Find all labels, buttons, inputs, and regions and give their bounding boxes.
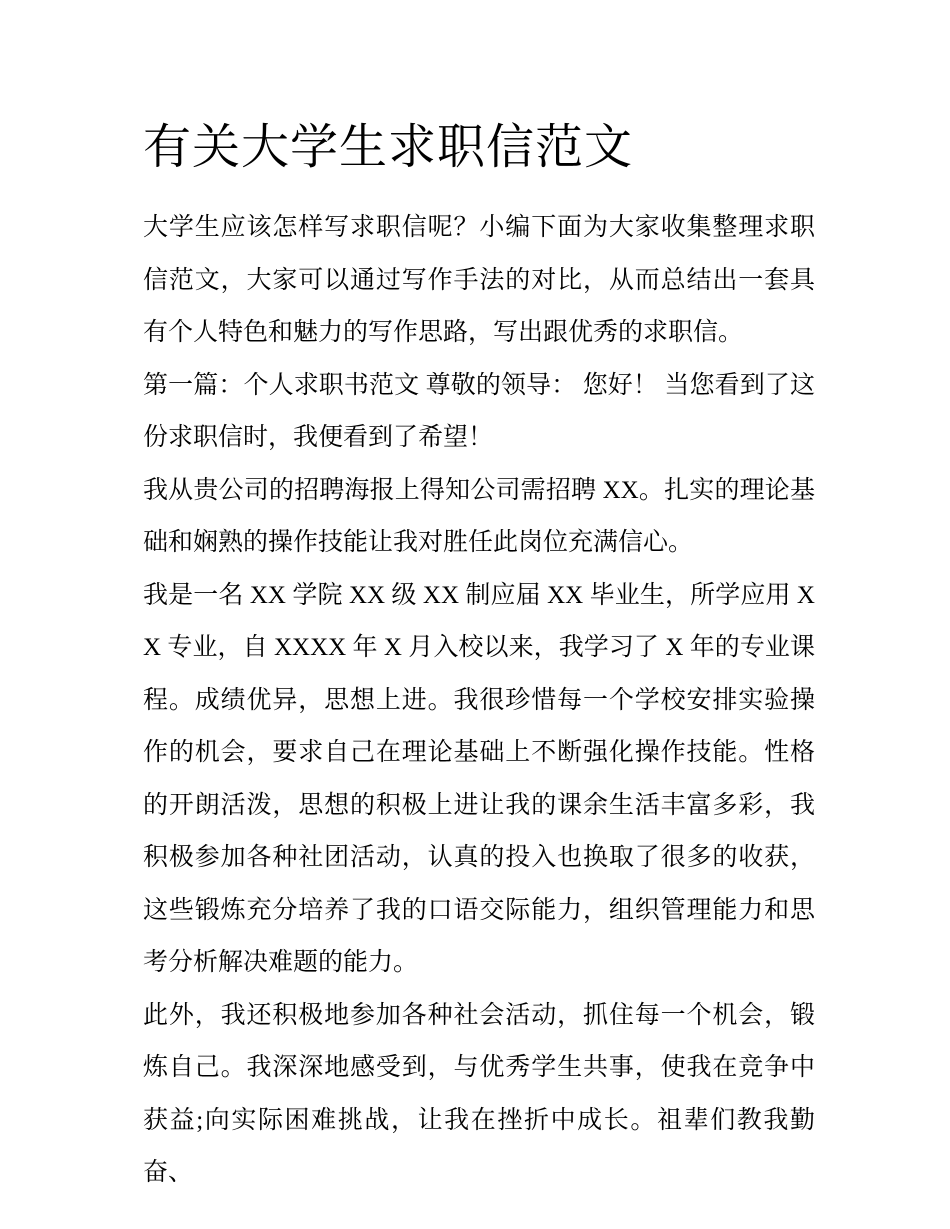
paragraph-intro: 大学生应该怎样写求职信呢？小编下面为大家收集整理求职信范文，大家可以通过写作手法的对比，从而总结出一套具有个人特色和魅力的写作思路，写出跟优秀的求职信。: [143, 214, 815, 346]
paragraph-self-introduction: 我是一名 XX 学院 XX 级 XX 制应届 XX 毕业生，所学应用 XX 专业，自 XXXX 年 X 月入校以来，我学习了 X 年的专业课程。成绩优异，思想上进。我很珍惜每一个学校安排实验操作的机会，要求自己在理论基础上不断强化操作技能。性格的开朗活泼，思想的积极上进让我的课余生活丰富多彩，我积极参加各种社团活动，认真的投入也换取了很多的收获，这些锻炼充分培养了我的口语交际能力，组织管理能力和思考分析解决难题的能力。: [143, 581, 815, 976]
paragraph-salutation: 第一篇：个人求职书范文 尊敬的领导： 您好！ 当您看到了这份求职信时，我便看到了希望！: [143, 371, 815, 451]
paragraph-social-activities: 此外，我还积极地参加各种社会活动，抓住每一个机会，锻炼自己。我深深地感受到，与优秀学生共事，使我在竞争中获益;向实际困难挑战，让我在挫折中成长。祖辈们教我勤奋、: [143, 1001, 815, 1186]
paragraph-position-interest: 我从贵公司的招聘海报上得知公司需招聘 XX。扎实的理论基础和娴熟的操作技能让我对胜任此岗位充满信心。: [143, 476, 815, 556]
page-title: 有关大学生求职信范文: [143, 121, 634, 174]
